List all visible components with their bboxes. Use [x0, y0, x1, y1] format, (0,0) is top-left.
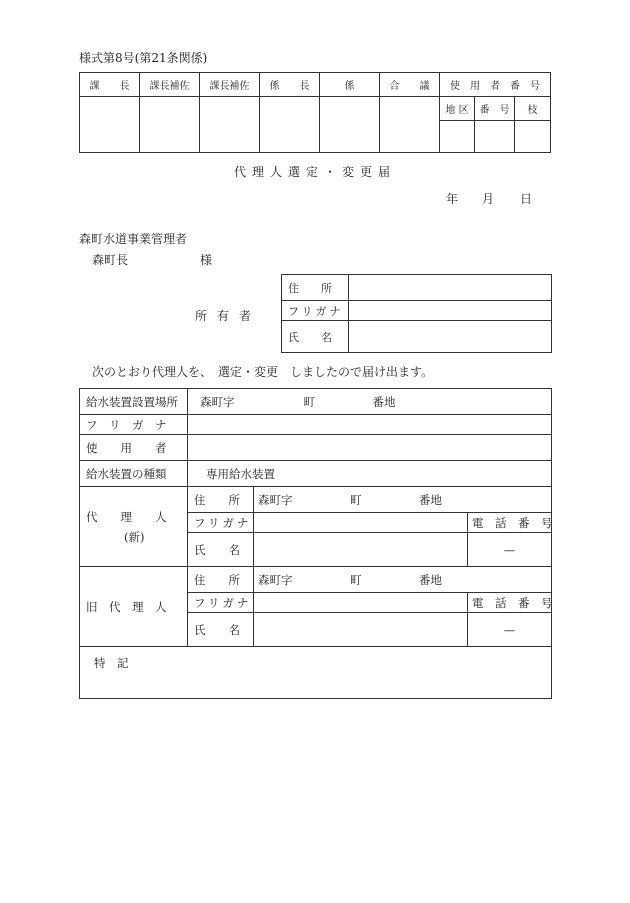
owner-furigana-field[interactable] [349, 301, 552, 321]
year-label: 年 [446, 192, 459, 206]
new-agent-furigana-field[interactable] [254, 513, 468, 533]
stamp-box[interactable] [200, 97, 260, 153]
branch-label: 枝 [515, 97, 551, 121]
date-line [446, 190, 532, 207]
type-label: 給水装置の種類 [80, 461, 188, 487]
owner-table [281, 274, 552, 353]
form-number: 様式第8号(第21条関係) [79, 51, 208, 65]
user-field[interactable] [188, 435, 552, 461]
mayor-addressee: 森町長 様 [92, 253, 213, 267]
new-agent-furigana-label: フリガナ [188, 513, 254, 533]
old-agent-address-label: 住 所 [188, 567, 254, 593]
approval-header-assistant-chief-1: 課長補佐 [140, 73, 200, 97]
day-label: 日 [520, 192, 533, 206]
old-agent-furigana-field[interactable] [254, 593, 468, 613]
old-agent-address-value[interactable]: 森町字 町 番地 [254, 567, 552, 593]
new-agent-phone-field[interactable]: — [468, 533, 552, 567]
approval-table [79, 72, 551, 153]
owner-name-field[interactable] [349, 321, 552, 353]
new-agent-name-field[interactable] [254, 533, 468, 567]
stamp-box[interactable] [380, 97, 440, 153]
approval-header-staff: 係 [320, 73, 380, 97]
old-agent-name-label: 氏 名 [188, 613, 254, 647]
approval-header-subsection-chief: 係 長 [260, 73, 320, 97]
approval-header-consultation: 合 議 [380, 73, 440, 97]
old-agent-name-field[interactable] [254, 613, 468, 647]
district-field[interactable] [440, 121, 475, 153]
old-agent-label: 旧 代 理 人 [80, 567, 188, 647]
stamp-box[interactable] [80, 97, 140, 153]
owner-name-label: 氏 名 [282, 321, 349, 353]
owner-address-field[interactable] [349, 275, 552, 301]
main-table [79, 388, 552, 699]
new-agent-address-label: 住 所 [188, 487, 254, 513]
new-agent-name-label: 氏 名 [188, 533, 254, 567]
approval-header-user-number: 使 用 者 番 号 [440, 73, 551, 97]
notes-label: 特 記 [94, 656, 129, 670]
type-value[interactable]: 専用給水装置 [188, 461, 552, 487]
owner-label: 所有者 [195, 309, 262, 323]
owner-furigana-label: フリガナ [282, 301, 349, 321]
new-agent-sub: (新) [124, 529, 145, 544]
furigana-label: フ リ ガ ナ [80, 415, 188, 435]
number-label: 番 号 [475, 97, 515, 121]
location-label: 給水装置設置場所 [80, 389, 188, 415]
month-label: 月 [482, 192, 495, 206]
district-label: 地 区 [440, 97, 475, 121]
notes-field[interactable] [80, 647, 552, 699]
location-value[interactable]: 森町字 町 番地 [188, 389, 552, 415]
approval-header-assistant-chief-2: 課長補佐 [200, 73, 260, 97]
user-label: 使 用 者 [80, 435, 188, 461]
number-field[interactable] [475, 121, 515, 153]
furigana-field[interactable] [188, 415, 552, 435]
branch-field[interactable] [515, 121, 551, 153]
recipient: 森町水道事業管理者 [79, 232, 188, 246]
new-agent-phone-label: 電 話 番 号 [468, 513, 552, 533]
old-agent-furigana-label: フリガナ [188, 593, 254, 613]
stamp-box[interactable] [140, 97, 200, 153]
new-agent-address-value[interactable]: 森町字 町 番地 [254, 487, 552, 513]
new-agent-cell [80, 487, 188, 567]
old-agent-phone-label: 電 話 番 号 [468, 593, 552, 613]
approval-header-section-chief: 課 長 [80, 73, 140, 97]
old-agent-phone-field[interactable]: — [468, 613, 552, 647]
page-title: 代理人選定・変更届 [233, 165, 396, 179]
stamp-box[interactable] [260, 97, 320, 153]
owner-address-label: 住 所 [282, 275, 349, 301]
new-agent-label: 代 理 人 [86, 509, 167, 524]
stamp-box[interactable] [320, 97, 380, 153]
statement: 次のとおり代理人を、 選定・変更 しましたので届け出ます。 [92, 365, 434, 379]
